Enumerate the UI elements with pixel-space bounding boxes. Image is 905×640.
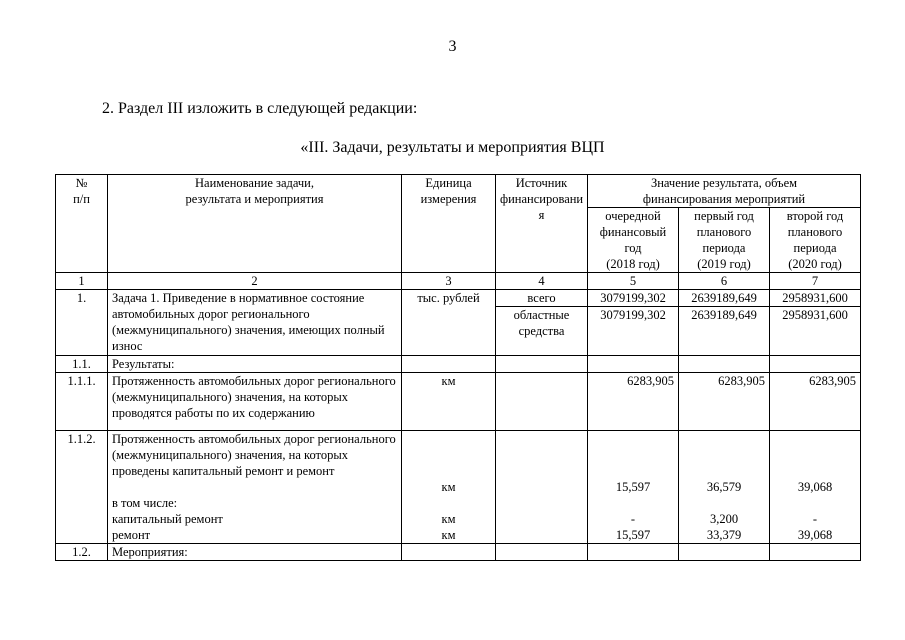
row-unit: км — [402, 373, 496, 431]
value-cell: 6283,905 — [588, 373, 679, 431]
row-num: 1.1.2. — [56, 431, 108, 544]
value-cell: 2639189,649 — [679, 307, 770, 356]
value-cell: 39,068 — [770, 431, 861, 496]
row-name: Протяженность автомобильных дорог регионального (межмуниципального) значения, на которых проведены капитальный ремонт и ремонт — [108, 431, 402, 496]
row-name: Протяженность автомобильных дорог регионального (межмуниципального) значения, на которых проводятся работы по их содержанию — [108, 373, 402, 431]
value-cell: 3079199,302 — [588, 290, 679, 307]
index-cell: 2 — [108, 273, 402, 290]
value-cell: 15,597 — [588, 431, 679, 496]
header-year-2019: первый год планового периода (2019 год) — [679, 208, 770, 273]
value-cell: 6283,905 — [679, 373, 770, 431]
row-num: 1.2. — [56, 544, 108, 561]
header-num: № п/п — [56, 175, 108, 273]
value-cell: 2958931,600 — [770, 290, 861, 307]
row-name: Задача 1. Приведение в нормативное состояние автомобильных дорог регионального (межмуниципального) значения, имеющих полный износ — [108, 290, 402, 356]
empty-cell — [679, 495, 770, 511]
value-cell: 39,068 — [770, 527, 861, 544]
row-unit: км — [402, 431, 496, 496]
table-row-1-1-2-repair — [56, 527, 861, 544]
empty-cell — [496, 544, 588, 561]
empty-cell — [679, 356, 770, 373]
empty-cell — [402, 544, 496, 561]
header-year-2020: второй год планового периода (2020 год) — [770, 208, 861, 273]
empty-cell — [402, 356, 496, 373]
table-row-1-1-2-capital — [56, 511, 861, 527]
table-row-1-1-2 — [56, 431, 861, 496]
empty-cell — [770, 356, 861, 373]
empty-cell — [770, 544, 861, 561]
empty-cell — [588, 356, 679, 373]
empty-cell — [679, 544, 770, 561]
header-year-2018: очередной финансовый год (2018 год) — [588, 208, 679, 273]
value-cell: - — [770, 511, 861, 527]
index-cell: 3 — [402, 273, 496, 290]
row-num: 1.1.1. — [56, 373, 108, 431]
index-cell: 6 — [679, 273, 770, 290]
table-row-results — [56, 356, 861, 373]
empty-cell — [496, 431, 588, 544]
table-row-1-1-1 — [56, 373, 861, 431]
row-unit: км — [402, 511, 496, 527]
value-cell: 33,379 — [679, 527, 770, 544]
value-cell: - — [588, 511, 679, 527]
row-unit: тыс. рублей — [402, 290, 496, 356]
page-number: 3 — [448, 38, 457, 55]
row-num: 1. — [56, 290, 108, 356]
intro-text: 2. Раздел III изложить в следующей редакции: — [102, 100, 418, 117]
value-cell: 3079199,302 — [588, 307, 679, 356]
empty-cell — [402, 495, 496, 511]
row-unit: км — [402, 527, 496, 544]
empty-cell — [588, 495, 679, 511]
tasks-table — [55, 174, 861, 561]
empty-cell — [588, 544, 679, 561]
empty-cell — [496, 356, 588, 373]
index-cell: 7 — [770, 273, 861, 290]
table-row-task1 — [56, 290, 861, 307]
header-row — [56, 175, 861, 208]
header-value-group: Значение результата, объем финансирования мероприятий — [588, 175, 861, 208]
header-source: Источник финансировани я — [496, 175, 588, 273]
header-unit: Единица измерения — [402, 175, 496, 273]
row-name: Мероприятия: — [108, 544, 402, 561]
header-name: Наименование задачи, результата и мероприятия — [108, 175, 402, 273]
section-title — [0, 139, 905, 157]
value-cell: 2639189,649 — [679, 290, 770, 307]
row-source-regional: областные средства — [496, 307, 588, 356]
table-row-1-1-2-incl — [56, 495, 861, 511]
row-name: Результаты: — [108, 356, 402, 373]
row-name-repair: ремонт — [108, 527, 402, 544]
section-title-text: «III. Задачи, результаты и мероприятия ВЦП — [300, 139, 605, 156]
row-source-total: всего — [496, 290, 588, 307]
empty-cell — [770, 495, 861, 511]
index-cell: 1 — [56, 273, 108, 290]
row-name-included: в том числе: — [108, 495, 402, 511]
index-cell: 5 — [588, 273, 679, 290]
value-cell: 3,200 — [679, 511, 770, 527]
value-cell: 36,579 — [679, 431, 770, 496]
index-row — [56, 273, 861, 290]
row-name-capital: капитальный ремонт — [108, 511, 402, 527]
value-cell: 15,597 — [588, 527, 679, 544]
row-num: 1.1. — [56, 356, 108, 373]
value-cell: 6283,905 — [770, 373, 861, 431]
empty-cell — [496, 373, 588, 431]
value-cell: 2958931,600 — [770, 307, 861, 356]
index-cell: 4 — [496, 273, 588, 290]
table-row-activities — [56, 544, 861, 561]
